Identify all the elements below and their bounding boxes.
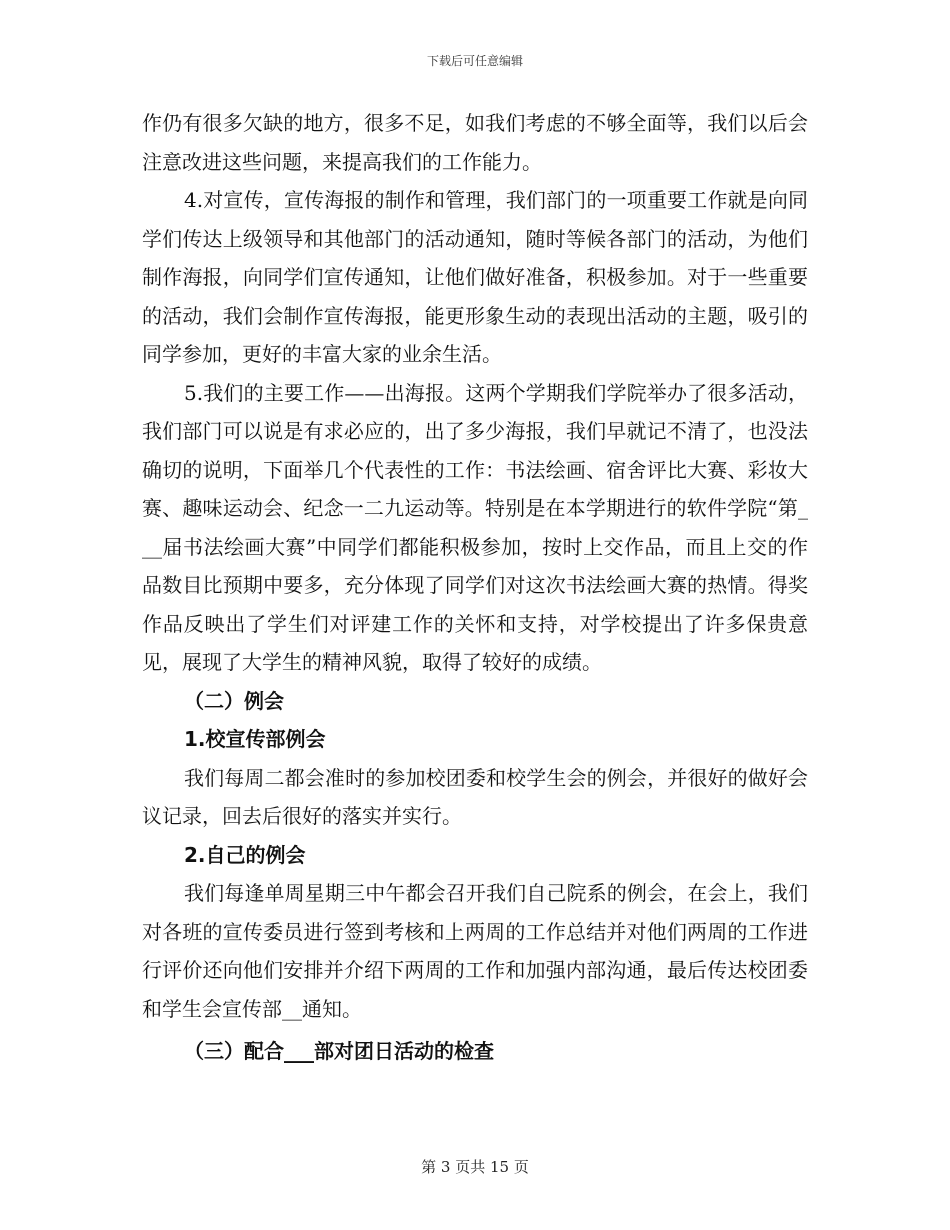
subheading-school-meeting: 1.校宣传部例会 — [184, 727, 326, 751]
paragraph-continued: 作仍有很多欠缺的地方，很多不足，如我们考虑的不够全面等，我们以后会注意改进这些问题，来提高我们的工作能力。 — [142, 111, 808, 174]
paragraph-item-5: 5.我们的主要工作——出海报。这两个学期我们学院举办了很多活动，我们部门可以说是有求必应的，出了多少海报，我们早就记不清了，也没法确切的说明，下面举几个代表性的工作：书法绘画、宿舍评比大赛、彩妆大赛、趣味运动会、纪念一二九运动等。特别是在本学期进行的软件学院“第___届书法绘画大赛”中同学们都能积极参加，按时上交作品，而且上交的作品数目比预期中要多，充分体现了同学们对这次书法绘画大赛的热情。得奖作品反映出了学生们对评建工作的关怀和支持，对学校提出了许多保贵意见，展现了大学生的精神风貌，取得了较好的成绩。 — [142, 380, 808, 674]
paragraph-school-meeting: 我们每周二都会准时的参加校团委和校学生会的例会，并很好的做好会议记录，回去后很好的落实并实行。 — [142, 765, 808, 828]
page-header: 下载后可任意编辑 — [426, 54, 523, 68]
section-heading-meetings: （二）例会 — [184, 688, 284, 713]
subheading-own-meeting: 2.自己的例会 — [184, 842, 306, 867]
paragraph-own-meeting: 我们每逢单周星期三中午都会召开我们自己院系的例会，在会上，我们对各班的宣传委员进行签到考核和上两周的工作总结并对他们两周的工作进行评价还向他们安排并介绍下两周的工作和加强内部沟通，最后传达校团委和学生会宣传部__通知。 — [142, 881, 808, 1021]
page-footer: 第 3 页共 15 页 — [421, 1158, 529, 1176]
document-body — [142, 104, 808, 1071]
section-heading-cooperation: （三）配合___部对团日活动的检查 — [184, 1039, 494, 1063]
paragraph-item-4: 4.对宣传，宣传海报的制作和管理，我们部门的一项重要工作就是向同学们传达上级领导和其他部门的活动通知，随时等候各部门的活动，为他们制作海报，向同学们宣传通知，让他们做好准备，积极参加。对于一些重要的活动，我们会制作宣传海报，能更形象生动的表现出活动的主题，吸引的同学参加，更好的丰富大家的业余生活。 — [142, 188, 808, 366]
